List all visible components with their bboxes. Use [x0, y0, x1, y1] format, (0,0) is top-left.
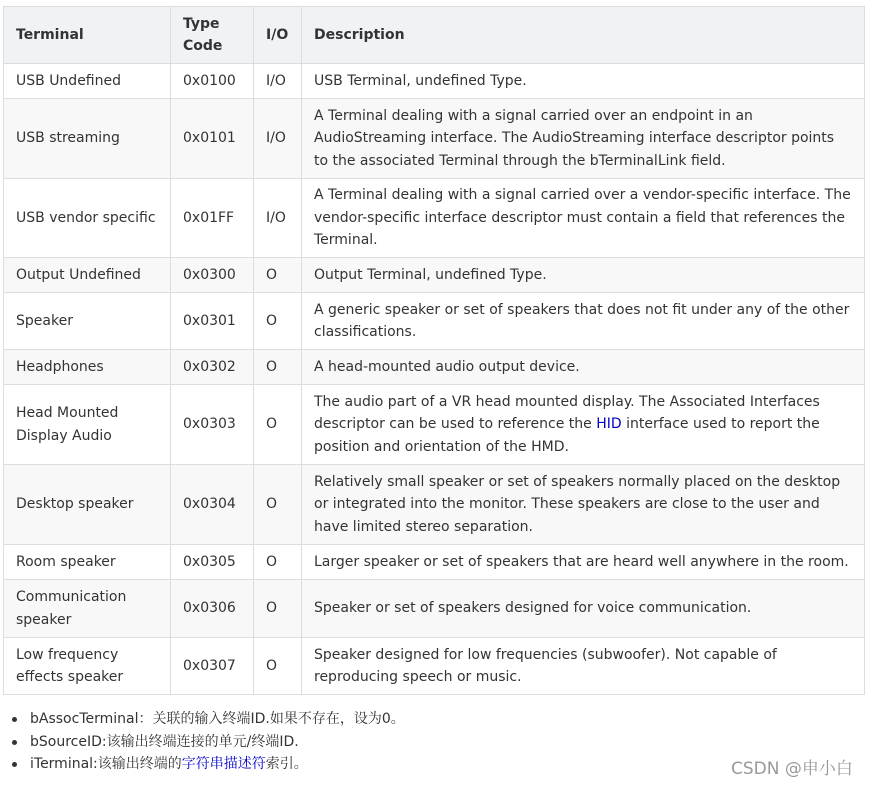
hid-link[interactable]: HID: [596, 416, 622, 433]
cell-terminal: Desktop speaker: [4, 465, 171, 545]
cell-io: I/O: [254, 179, 302, 258]
description-text: The audio part of a VR head mounted display. The Associated Interfaces descriptor can be used to reference the: [314, 393, 820, 433]
field-notes-list: [10, 708, 405, 776]
cell-description: Output Terminal, undefined Type.: [302, 258, 865, 293]
cell-type-code: 0x0304: [171, 465, 254, 545]
cell-io: O: [254, 465, 302, 545]
table-row: [4, 258, 865, 293]
cell-type-code: 0x0306: [171, 580, 254, 638]
header-terminal: Terminal: [4, 7, 171, 64]
list-item: [10, 753, 405, 776]
cell-description: Speaker designed for low frequencies (subwoofer). Not capable of reproducing speech or music.: [302, 638, 865, 695]
cell-terminal: USB Undefined: [4, 64, 171, 99]
cell-type-code: 0x0303: [171, 385, 254, 465]
cell-type-code: 0x0300: [171, 258, 254, 293]
cell-io: O: [254, 638, 302, 695]
table-row: [4, 293, 865, 350]
cell-terminal: Output Undefined: [4, 258, 171, 293]
string-descriptor-link[interactable]: 字符串描述符: [181, 756, 266, 772]
cell-type-code: 0x0100: [171, 64, 254, 99]
table-row: [4, 64, 865, 99]
table-row: [4, 580, 865, 638]
cell-terminal: Head Mounted Display Audio: [4, 385, 171, 465]
table-header-row: [4, 7, 865, 64]
cell-io: O: [254, 545, 302, 580]
list-item: bSourceID:该输出终端连接的单元/终端ID.: [10, 731, 405, 754]
table-row: [4, 465, 865, 545]
cell-description: [302, 385, 865, 465]
cell-io: O: [254, 580, 302, 638]
list-item: bAssocTerminal：关联的输入终端ID.如果不存在，设为0。: [10, 708, 405, 731]
cell-terminal: USB streaming: [4, 99, 171, 179]
cell-terminal: USB vendor specific: [4, 179, 171, 258]
cell-type-code: 0x0305: [171, 545, 254, 580]
cell-description: USB Terminal, undefined Type.: [302, 64, 865, 99]
cell-description: A Terminal dealing with a signal carried over an endpoint in an AudioStreaming interface. The AudioStreaming interface descriptor points to the associated Terminal through the bTerminalLink field.: [302, 99, 865, 179]
cell-type-code: 0x0101: [171, 99, 254, 179]
list-item-text: iTerminal:该输出终端的: [30, 756, 182, 772]
cell-description: A Terminal dealing with a signal carried over a vendor-specific interface. The vendor-specific interface descriptor must contain a field that references the Terminal.: [302, 179, 865, 258]
cell-terminal: Room speaker: [4, 545, 171, 580]
header-io: I/O: [254, 7, 302, 64]
cell-io: O: [254, 258, 302, 293]
table-row: [4, 638, 865, 695]
cell-type-code: 0x0302: [171, 350, 254, 385]
table-row: [4, 350, 865, 385]
table-row: [4, 545, 865, 580]
table-row: [4, 179, 865, 258]
cell-description: Larger speaker or set of speakers that are heard well anywhere in the room.: [302, 545, 865, 580]
cell-terminal: Headphones: [4, 350, 171, 385]
cell-terminal: Speaker: [4, 293, 171, 350]
header-description: Description: [302, 7, 865, 64]
table-row: [4, 99, 865, 179]
terminal-types-table: [3, 6, 865, 695]
cell-io: O: [254, 293, 302, 350]
cell-description: Speaker or set of speakers designed for voice communication.: [302, 580, 865, 638]
list-item-text: 索引。: [265, 756, 308, 772]
cell-io: O: [254, 350, 302, 385]
cell-io: O: [254, 385, 302, 465]
cell-io: I/O: [254, 99, 302, 179]
cell-terminal: Communication speaker: [4, 580, 171, 638]
cell-type-code: 0x01FF: [171, 179, 254, 258]
cell-terminal: Low frequency effects speaker: [4, 638, 171, 695]
table-row: [4, 385, 865, 465]
header-type-code: Type Code: [171, 7, 254, 64]
cell-description: A generic speaker or set of speakers that does not fit under any of the other classifications.: [302, 293, 865, 350]
csdn-watermark: CSDN @申小白: [731, 759, 853, 779]
cell-io: I/O: [254, 64, 302, 99]
cell-type-code: 0x0307: [171, 638, 254, 695]
cell-description: A head-mounted audio output device.: [302, 350, 865, 385]
cell-description: Relatively small speaker or set of speakers normally placed on the desktop or integrated into the monitor. These speakers are close to the user and have limited stereo separation.: [302, 465, 865, 545]
cell-type-code: 0x0301: [171, 293, 254, 350]
description-text: interface used to report the position and orientation of the HMD.: [314, 416, 820, 455]
